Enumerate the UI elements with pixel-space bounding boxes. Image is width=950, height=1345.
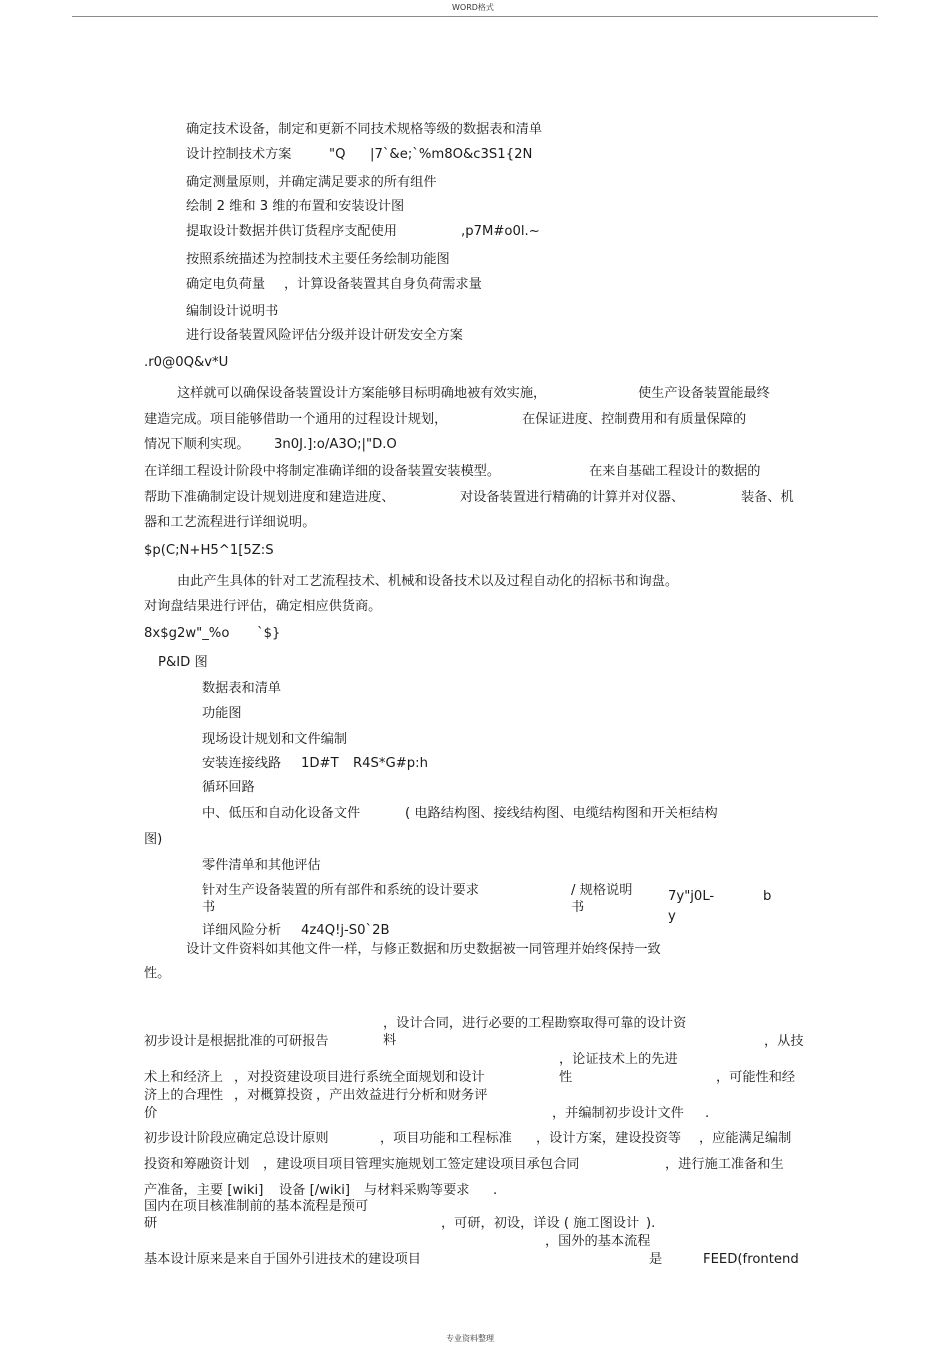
text-line: y: [668, 909, 676, 924]
text-line: 在保证进度、控制费用和有质量保障的: [522, 412, 747, 427]
text-line: `$}: [257, 626, 281, 641]
text-line: 设计控制技术方案: [186, 147, 292, 162]
text-line: 确定电负荷量: [186, 277, 266, 292]
text-line: |7`&e;`%m8O&c3S1{2N: [370, 147, 533, 162]
text-line: $p(C;N+H5^1[5Z:S: [144, 543, 274, 558]
text-line: 按照系统描述为控制技术主要任务绘制功能图: [186, 252, 450, 267]
text-line: ，可研，初设，详设 ( 施工图设计: [441, 1216, 640, 1231]
text-line: 这样就可以确保设备装置设计方案能够目标明确地被有效实施，: [177, 386, 547, 401]
text-line: 料: [383, 1033, 397, 1048]
text-line: 中、低压和自动化设备文件: [202, 806, 361, 821]
text-line: 数据表和清单: [202, 681, 282, 696]
text-line: 基本设计原来是来自于国外引进技术的建设项目: [144, 1252, 421, 1267]
text-line: 建造完成。项目能够借助一个通用的过程设计规划，: [144, 412, 448, 427]
text-line: 7y"j0L-: [668, 889, 715, 904]
page-header: WORD格式: [452, 3, 494, 12]
text-line: 现场设计规划和文件编制: [202, 732, 348, 747]
text-line: ，建设项目项目管理实施规划工签定建设项目承包合同: [263, 1157, 580, 1172]
text-line: "Q: [329, 147, 346, 162]
text-line: 在来自基础工程设计的数据的: [589, 464, 761, 479]
text-line: ，国外的基本流程: [545, 1234, 651, 1249]
text-line: 提取设计数据并供订货程序支配使用: [186, 224, 397, 239]
text-line: 由此产生具体的针对工艺流程技术、机械和设备技术以及过程自动化的招标书和询盘。: [177, 574, 679, 589]
text-line: 3n0J.]:o/A3O;|"D.O: [274, 437, 397, 452]
text-line: 1D#T: [301, 756, 339, 771]
text-line: / 规格说明: [571, 883, 633, 898]
text-line: 术上和经济上: [144, 1070, 224, 1085]
text-line: ，设计方案，建设投资等: [536, 1131, 682, 1146]
text-line: 器和工艺流程进行详细说明。: [144, 515, 316, 530]
text-line: ，对投资建设项目进行系统全面规划和设计: [234, 1070, 485, 1085]
text-line: ，从技: [764, 1034, 804, 1049]
text-line: ，设计合同，进行必要的工程勘察取得可靠的设计资: [383, 1016, 687, 1031]
text-line: 零件清单和其他评估: [202, 858, 321, 873]
text-line: 绘制 2 维和 3 维的布置和安装设计图: [186, 199, 405, 214]
text-line: 针对生产设备装置的所有部件和系统的设计要求: [202, 883, 479, 898]
text-line: 初步设计阶段应确定总设计原则: [144, 1131, 329, 1146]
page-footer: 专业资料整理: [446, 1334, 494, 1343]
text-line: 编制设计说明书: [186, 304, 279, 319]
text-line: 图): [144, 832, 163, 847]
text-line: FEED(frontend: [703, 1252, 799, 1267]
text-line: ，应能满足编制: [699, 1131, 792, 1146]
text-line: 投资和筹融资计划: [144, 1157, 250, 1172]
text-line: 循环回路: [202, 780, 255, 795]
text-line: 对询盘结果进行评估，确定相应供货商。: [144, 599, 382, 614]
header-divider: [72, 16, 878, 17]
text-line: ，项目功能和工程标准: [380, 1131, 512, 1146]
text-line: 对设备装置进行精确的计算并对仪器、: [460, 490, 685, 505]
text-line: 性: [559, 1070, 573, 1085]
text-line: ，论证技术上的先进: [559, 1052, 678, 1067]
text-line: ).: [646, 1216, 656, 1231]
text-line: 8x$g2w"_%o: [144, 626, 230, 641]
text-line: P&ID 图: [158, 655, 208, 670]
text-line: 设备 [/wiki]: [279, 1183, 351, 1198]
text-line: 4z4Q!j-S0`2B: [301, 923, 390, 938]
text-line: 是: [649, 1252, 663, 1267]
text-line: b: [763, 889, 772, 904]
text-line: 确定测量原则，并确定满足要求的所有组件: [186, 175, 437, 190]
text-line: 使生产设备装置能最终: [638, 386, 770, 401]
text-line: ，并编制初步设计文件: [552, 1106, 684, 1121]
text-line: ,p7M#o0l.~: [461, 224, 540, 239]
text-line: 书: [571, 900, 585, 915]
text-line: ，产出效益进行分析和财务评: [316, 1088, 488, 1103]
text-line: .: [705, 1106, 710, 1121]
text-line: 国内在项目核准制前的基本流程是预可: [144, 1199, 369, 1214]
text-line: 研: [144, 1216, 158, 1231]
text-line: 情况下顺利实现。: [144, 437, 250, 452]
text-line: 进行设备装置风险评估分级并设计研发安全方案: [186, 328, 463, 343]
text-line: ，计算设备装置其自身负荷需求量: [284, 277, 482, 292]
text-line: .r0@0Q&v*U: [144, 355, 229, 370]
text-line: .: [493, 1183, 498, 1198]
text-line: ，可能性和经: [716, 1070, 796, 1085]
text-line: ，进行施工准备和生: [665, 1157, 784, 1172]
text-line: 装备、机: [741, 490, 794, 505]
text-line: 价: [144, 1106, 158, 1121]
text-line: 设计文件资料如其他文件一样，与修正数据和历史数据被一同管理并始终保持一致: [186, 942, 661, 957]
text-line: 功能图: [202, 706, 242, 721]
text-line: R4S*G#p:h: [353, 756, 428, 771]
text-line: 济上的合理性: [144, 1088, 224, 1103]
text-line: 性。: [144, 966, 171, 981]
text-line: ( 电路结构图、接线结构图、电缆结构图和开关柜结构: [405, 806, 718, 821]
text-line: 详细风险分析: [202, 923, 282, 938]
text-line: 书: [202, 900, 216, 915]
text-line: ，对概算投资: [234, 1088, 314, 1103]
text-line: 帮助下准确制定设计规划进度和建造进度、: [144, 490, 395, 505]
text-line: 确定技术设备，制定和更新不同技术规格等级的数据表和清单: [186, 122, 543, 137]
text-line: 初步设计是根据批准的可研报告: [144, 1034, 329, 1049]
text-line: 在详细工程设计阶段中将制定准确详细的设备装置安装模型。: [144, 464, 501, 479]
text-line: 与材料采购等要求: [364, 1183, 470, 1198]
text-line: 安装连接线路: [202, 756, 282, 771]
text-line: 产准备，主要 [wiki]: [144, 1183, 264, 1198]
